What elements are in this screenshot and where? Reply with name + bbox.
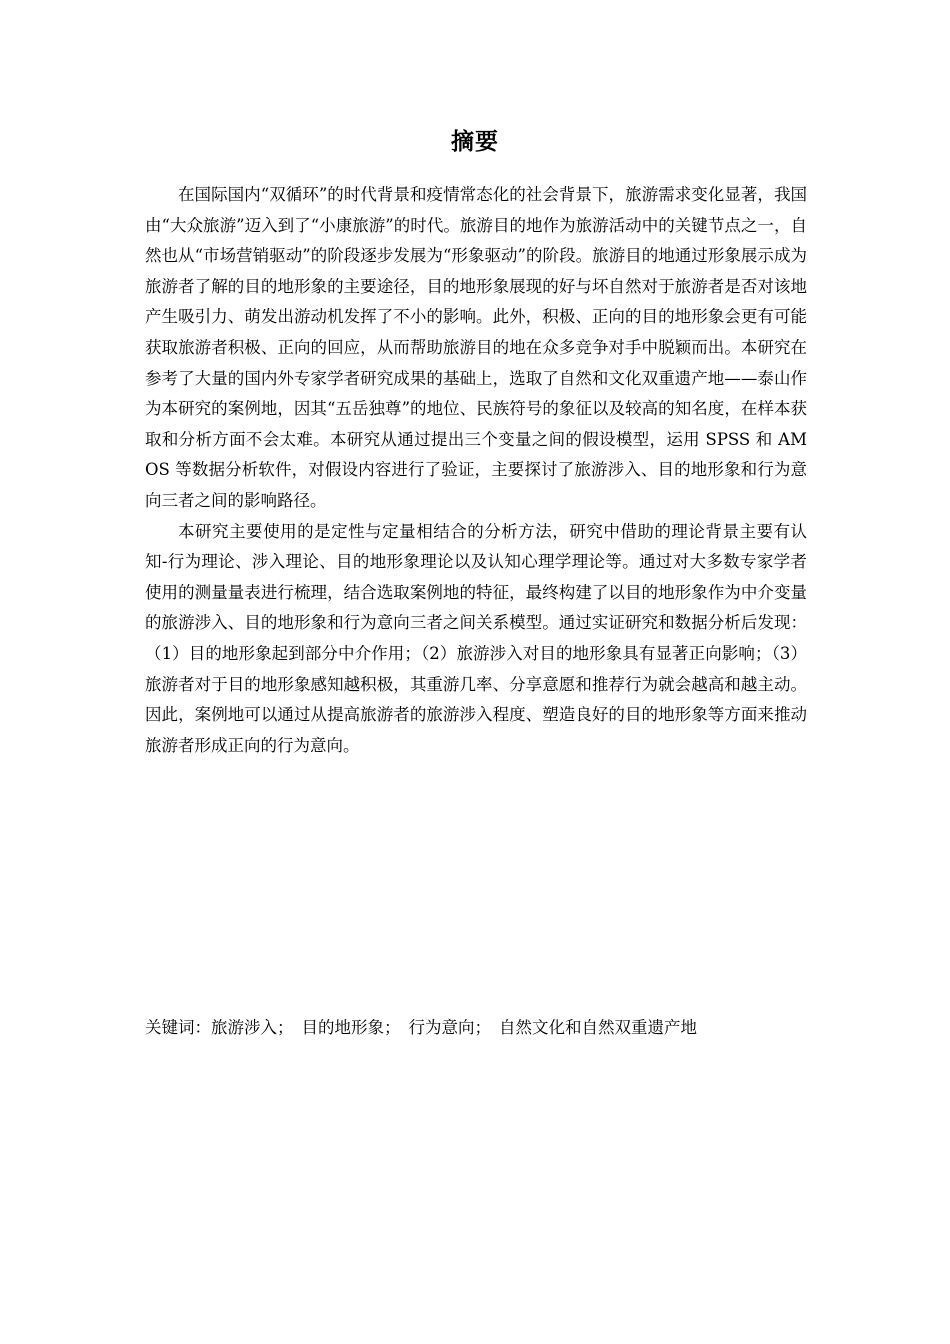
keyword-term: 自然文化和自然双重遗产地 [499,1018,697,1037]
keywords-line [145,1013,845,1043]
keyword-term: 旅游涉入； [211,1018,294,1037]
abstract-paragraph-1: 在国际国内“双循环”的时代背景和疫情常态化的社会背景下，旅游需求变化显著，我国由“大众旅游”迈入到了“小康旅游”的时代。旅游目的地作为旅游活动中的关键节点之一，自然也从“市场营销驱动”的阶段逐步发展为“形象驱动”的阶段。旅游目的地通过形象展示成为旅游者了解的目的地形象的主要途径，目的地形象展现的好与坏自然对于旅游者是否对该地产生吸引力、萌发出游动机发挥了不小的影响。此外，积极、正向的目的地形象会更有可能获取旅游者积极、正向的回应，从而帮助旅游目的地在众多竞争对手中脱颖而出。本研究在参考了大量的国内外专家学者研究成果的基础上，选取了自然和文化双重遗产地——泰山作为本研究的案例地，因其“五岳独尊”的地位、民族符号的象征以及较高的知名度，在样本获取和分析方面不会太难。本研究从通过提出三个变量之间的假设模型，运用 SPSS 和 AMOS 等数据分析软件，对假设内容进行了验证，主要探讨了旅游涉入、目的地形象和行为意向三者之间的影响路径。 [145,185,807,510]
keyword-term: 行为意向； [408,1018,491,1037]
abstract-body [145,180,807,761]
page-title: 摘要 [451,129,499,155]
keywords-label: 关键词： [145,1018,211,1037]
keyword-term: 目的地形象； [301,1018,401,1037]
abstract-paragraph-2: 本研究主要使用的是定性与定量相结合的分析方法，研究中借助的理论背景主要有认知-行为理论、涉入理论、目的地形象理论以及认知心理学理论等。通过对大多数专家学者使用的测量量表进行梳理，结合选取案例地的特征，最终构建了以目的地形象作为中介变量的旅游涉入、目的地形象和行为意向三者之间关系模型。通过实证研究和数据分析后发现：（1）目的地形象起到部分中介作用；（2）旅游涉入对目的地形象具有显著正向影响；（3）旅游者对于目的地形象感知越积极，其重游几率、分享意愿和推荐行为就会越高和越主动。因此，案例地可以通过从提高旅游者的旅游涉入程度、塑造良好的目的地形象等方面来推动旅游者形成正向的行为意向。 [145,521,807,755]
